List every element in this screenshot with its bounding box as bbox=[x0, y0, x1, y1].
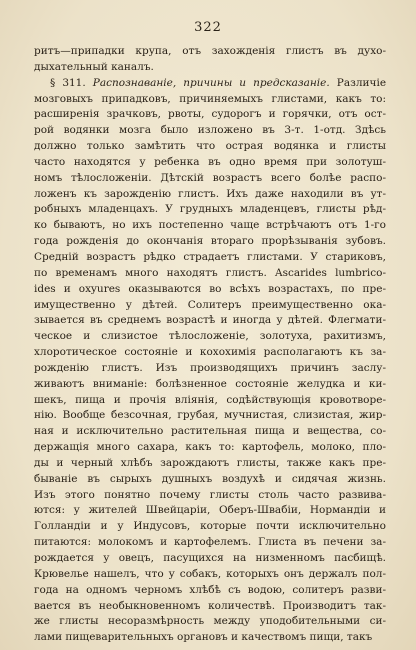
text-line: бываніе въ сырыхъ душныхъ воздухѣ и сидячая жизнь. bbox=[34, 472, 386, 485]
section-heading-line bbox=[34, 76, 386, 92]
text-line: года на одномъ черномъ хлѣбѣ съ водою, солитеръ разви- bbox=[34, 583, 386, 596]
text-line: Голландіи и у Индусовъ, которые почти исключительно bbox=[34, 520, 386, 533]
text-line: рожденію глистъ. Изъ производящихъ причинъ заслу- bbox=[34, 361, 386, 374]
text-line: по временамъ много находятъ глистъ. Ascarides lumbrico- bbox=[34, 266, 386, 279]
text-line: рой водянки мозга было изложено въ 3-т. 1-отд. Здѣсь bbox=[34, 124, 386, 137]
text-line: шекъ, пища и прочія вліянія, содѣйствующія кровотворе- bbox=[34, 393, 386, 406]
text-line: робныхъ младенцахъ. У грудныхъ младенцевъ, глисты рѣд- bbox=[34, 203, 386, 216]
text-line: ческое и слизистое тѣлосложеніе, золотуха, рахитизмъ, bbox=[34, 330, 386, 343]
text-line: держащія много сахара, какъ то: картофель, молоко, пло- bbox=[34, 441, 386, 454]
text-line: Крювелье нашелъ, что у собакъ, которыхъ онъ держалъ пол- bbox=[34, 567, 386, 580]
section-number: § 311. bbox=[50, 76, 86, 89]
section-heading-tail: Различіе bbox=[336, 76, 386, 89]
text-line: же глисты несоразмѣрность между уподобительными си- bbox=[34, 615, 386, 628]
text-line: зывается въ среднемъ возрастѣ и иногда у дѣтей. Флегмати- bbox=[34, 314, 386, 327]
text-line: хлоротическое состояніе и кохохимія располагаютъ къ за- bbox=[34, 346, 386, 359]
page-number: 322 bbox=[194, 20, 222, 35]
paragraph bbox=[34, 92, 386, 647]
text-line: Изъ этого понятно почему глисты столь часто развива- bbox=[34, 488, 386, 501]
text-line: ная и исключительно растительная пища и вещества, со- bbox=[34, 425, 386, 438]
section-heading: Распознаваніе, причины и предсказаніе. bbox=[92, 76, 330, 89]
text-line: имущественно у дѣтей. Солитеръ преимущественно ока- bbox=[34, 298, 386, 311]
text-line: должно только замѣтить что острая водянка и глисты bbox=[34, 140, 386, 153]
text-line: ложенъ къ зарожденію глистъ. Ихъ даже находили въ ут- bbox=[34, 187, 386, 200]
text-line: Средній возрастъ рѣдко страдаетъ глистами. У стариковъ, bbox=[34, 250, 386, 263]
text-line: ритъ—припадки крупа, отъ захожденія глистъ въ духо- bbox=[34, 45, 386, 57]
text-line: живаютъ вниманіе: болѣзненное состояніе желудка и ки- bbox=[34, 377, 386, 390]
text-line: лами пищеварительныхъ органовъ и качествомъ пищи, такъ bbox=[34, 631, 373, 644]
text-line: нію. Вообще безсочная, грубая, мучнистая, слизистая, жир- bbox=[34, 409, 386, 422]
text-line: ко бываютъ, но ихъ постепенно чаще встрѣчаютъ отъ 1-го bbox=[34, 219, 386, 232]
text-line: мозговыхъ припадковъ, причиняемыхъ глистами, какъ то: bbox=[34, 92, 386, 105]
text-line: дыхательный каналъ. bbox=[34, 60, 154, 73]
text-line: часто находятся у ребенка въ одно время при золотуш- bbox=[34, 155, 386, 168]
text-line: вается въ необыкновенномъ количествѣ. Производитъ так- bbox=[34, 599, 386, 612]
text-line: ides и oxyures оказываются во всѣхъ возрастахъ, по пре- bbox=[34, 282, 386, 295]
text-line: ются: у жителей Швейцаріи, Оберъ-Швабіи, Нормандіи и bbox=[34, 504, 386, 517]
text-line: ды и черный хлѣбъ зарождаютъ глисты, также какъ пре- bbox=[34, 456, 386, 469]
text-line: питаются: молокомъ и картофелемъ. Глиста въ печени за- bbox=[34, 536, 386, 549]
text-line: рождается у овецъ, пасущихся на низменномъ пасбищѣ. bbox=[34, 552, 386, 564]
text-line: номъ тѣлосложеніи. Дѣтскій возрастъ всего болѣе распо- bbox=[34, 171, 386, 184]
page-text bbox=[34, 44, 386, 646]
text-line: года рожденія до окончанія втораго прорѣзыванія зубовъ. bbox=[34, 235, 386, 248]
text-line: расширенія зрачковъ, рвоты, судорогъ и горячки, отъ ост- bbox=[34, 108, 386, 121]
